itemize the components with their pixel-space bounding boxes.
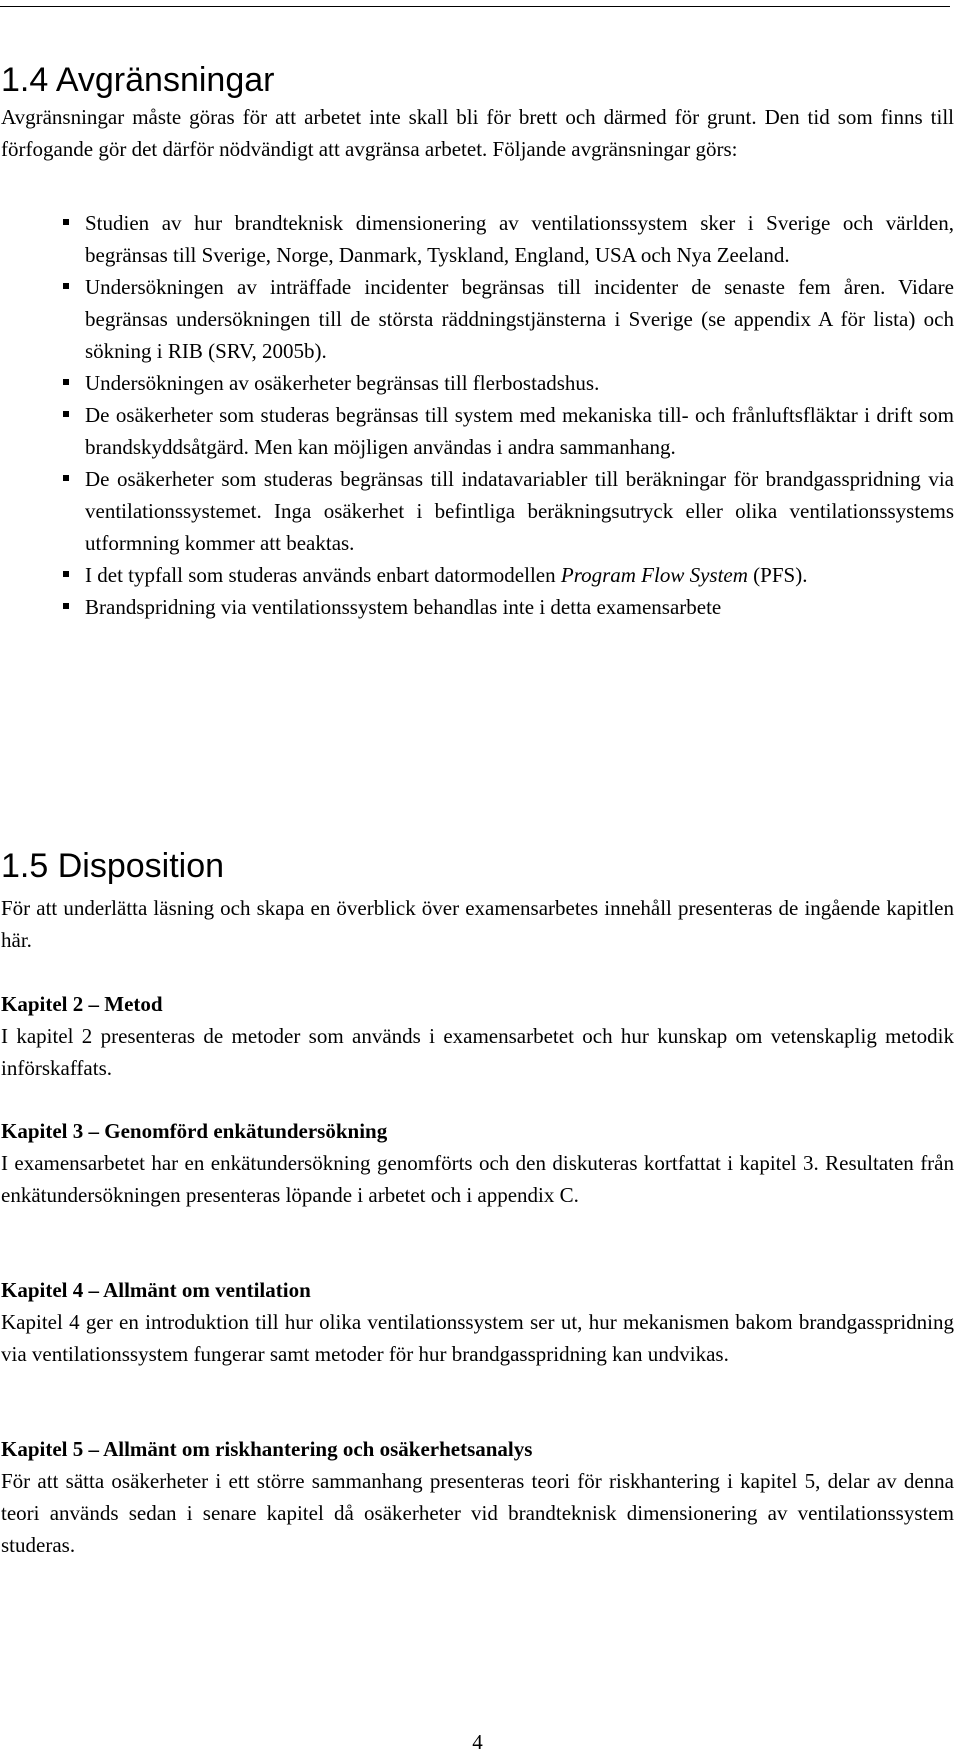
chapter-2-heading: Kapitel 2 – Metod xyxy=(1,992,163,1016)
square-bullet-icon xyxy=(63,603,69,609)
square-bullet-icon xyxy=(63,475,69,481)
list-item xyxy=(1,559,954,591)
list-item-text-before: I det typfall som studeras används enbart datormodellen xyxy=(85,563,561,587)
chapter-3-heading: Kapitel 3 – Genomförd enkätundersökning xyxy=(1,1119,388,1143)
software-name: Program Flow System xyxy=(560,563,748,587)
list-item xyxy=(1,207,954,271)
page-number: 4 xyxy=(472,1730,483,1754)
chapter-4-heading: Kapitel 4 – Allmänt om ventilation xyxy=(1,1278,311,1302)
avgransningar-list xyxy=(1,207,954,623)
chapter-5-text: För att sätta osäkerheter i ett större sammanhang presenteras teori för riskhantering i kapitel 5, delar av denna teori används sedan i senare kapitel då osäkerheter vid brandteknisk dimensionering av ventilationssystem studeras. xyxy=(1,1469,954,1557)
list-item-text-after: (PFS). xyxy=(747,563,808,587)
list-item-text: Brandspridning via ventilationssystem behandlas inte i detta examensarbete xyxy=(85,595,722,619)
list-item xyxy=(1,367,954,399)
square-bullet-icon xyxy=(63,283,69,289)
square-bullet-icon xyxy=(63,411,69,417)
chapter-3-text: I examensarbetet har en enkätundersökning genomförts och den diskuteras kortfattat i kapitel 3. Resultaten från enkätundersökningen presenteras löpande i arbetet och i appendix C. xyxy=(1,1151,954,1207)
list-item-text: De osäkerheter som studeras begränsas till system med mekaniska till- och frånluftsfläktar i drift som brandskyddsåtgärd. Men kan möjligen användas i andra sammanhang. xyxy=(85,403,954,459)
square-bullet-icon xyxy=(63,219,69,225)
section-heading-avgransningar: 1.4 Avgränsningar xyxy=(1,61,275,99)
list-item xyxy=(1,399,954,463)
square-bullet-icon xyxy=(63,571,69,577)
list-item-text: Studien av hur brandteknisk dimensionering av ventilationssystem sker i Sverige och världen, begränsas till Sverige, Norge, Danmark, Tyskland, England, USA och Nya Zeeland. xyxy=(85,211,954,267)
avgransningar-intro: Avgränsningar måste göras för att arbetet inte skall bli för brett och därmed för grunt. Den tid som finns till förfogande gör det därför nödvändigt att avgränsa arbetet. Följande avgränsningar görs: xyxy=(1,105,954,161)
section-heading-disposition: 1.5 Disposition xyxy=(1,847,225,885)
list-item xyxy=(1,591,954,623)
chapter-2-text: I kapitel 2 presenteras de metoder som används i examensarbetet och hur kunskap om vetenskaplig metodik införskaffats. xyxy=(1,1024,954,1080)
list-item-text: Undersökningen av inträffade incidenter begränsas till incidenter de senaste fem åren. Vidare begränsas undersökningen till de största räddningstjänsterna i Sverige (se appendix A för lista) och sökning i RIB (SRV, 2005b). xyxy=(85,275,954,363)
chapter-4-text: Kapitel 4 ger en introduktion till hur olika ventilationssystem ser ut, hur mekanismen bakom brandgasspridning via ventilationssystem fungerar samt metoder för hur brandgasspridning kan undvikas. xyxy=(1,1310,954,1366)
chapter-5-heading: Kapitel 5 – Allmänt om riskhantering och osäkerhetsanalys xyxy=(1,1437,533,1461)
list-item-text: Undersökningen av osäkerheter begränsas till flerbostadshus. xyxy=(85,371,600,395)
header-rule xyxy=(0,6,950,7)
list-item xyxy=(1,463,954,559)
disposition-intro: För att underlätta läsning och skapa en överblick över examensarbetes innehåll presenteras de ingående kapitlen här. xyxy=(1,896,954,952)
list-item xyxy=(1,271,954,367)
square-bullet-icon xyxy=(63,379,69,385)
list-item-text: De osäkerheter som studeras begränsas till indatavariabler till beräkningar för brandgasspridning via ventilationssystemet. Inga osäkerhet i befintliga beräkningsutryck eller olika ventilationssystems utformning kommer att beaktas. xyxy=(85,467,954,555)
